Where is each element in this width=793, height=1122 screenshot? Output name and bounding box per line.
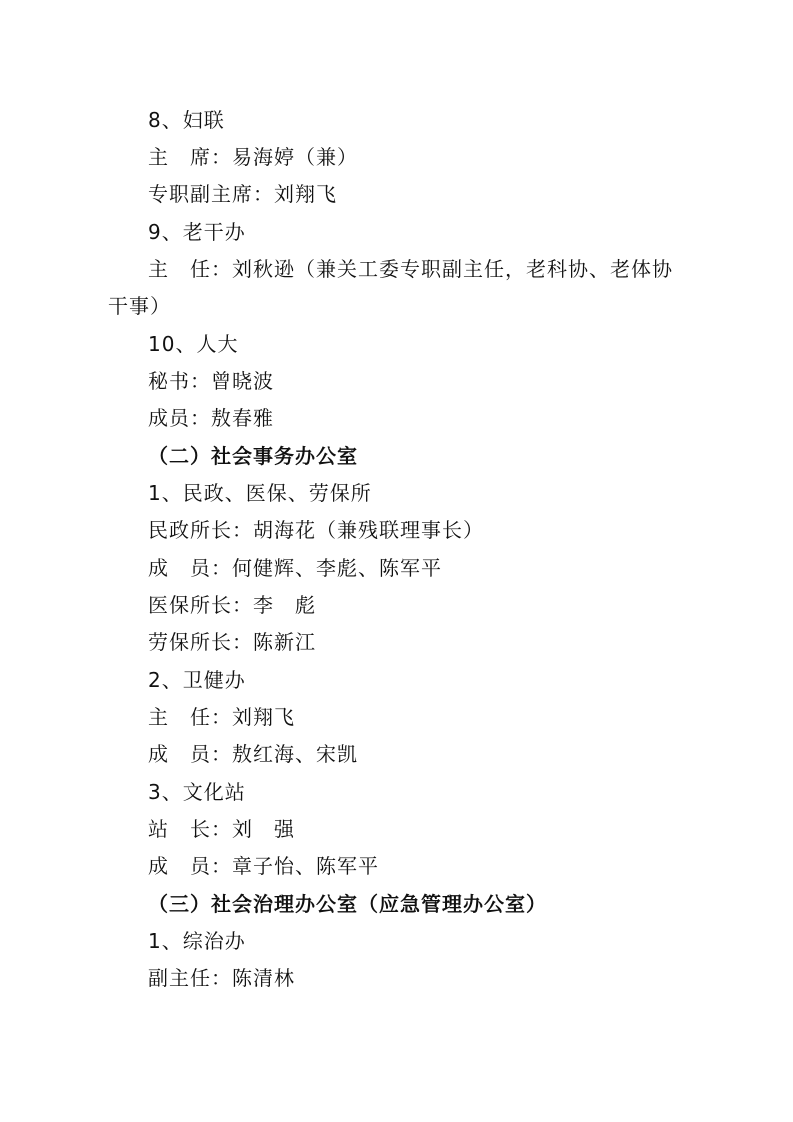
text-line: 9、老干办 [148,220,246,244]
text-line: 成 员：何健辉、李彪、陈军平 [148,556,442,580]
text-line: 成 员：敖红海、宋凯 [148,742,358,766]
text-line: 站 长：刘 强 [148,817,295,841]
text-line: 医保所长：李 彪 [148,593,316,617]
text-line: 主 席：易海婷（兼） [148,145,358,169]
text-line: 秘书：曾晓波 [148,369,274,393]
section-heading: （二）社会事务办公室 [148,444,358,468]
section-heading: （三）社会治理办公室（应急管理办公室） [148,892,547,916]
text-line: 干事） [108,294,171,318]
text-line: 民政所长：胡海花（兼残联理事长） [148,518,484,542]
text-line: 成员：敖春雅 [148,406,274,430]
text-line: 主 任：刘秋逊（兼关工委专职副主任，老科协、老体协 [148,257,673,281]
text-line: 3、文化站 [148,780,246,804]
text-line: 成 员：章子怡、陈军平 [148,854,379,878]
text-line: 1、民政、医保、劳保所 [148,481,372,505]
text-line: 1、综治办 [148,929,246,953]
text-line: 副主任：陈清林 [148,966,295,990]
text-line: 8、妇联 [148,108,225,132]
text-line: 劳保所长：陈新江 [148,630,316,654]
text-line: 10、人大 [148,332,239,356]
text-line: 主 任：刘翔飞 [148,705,295,729]
text-line: 2、卫健办 [148,668,246,692]
text-line: 专职副主席：刘翔飞 [148,182,337,206]
